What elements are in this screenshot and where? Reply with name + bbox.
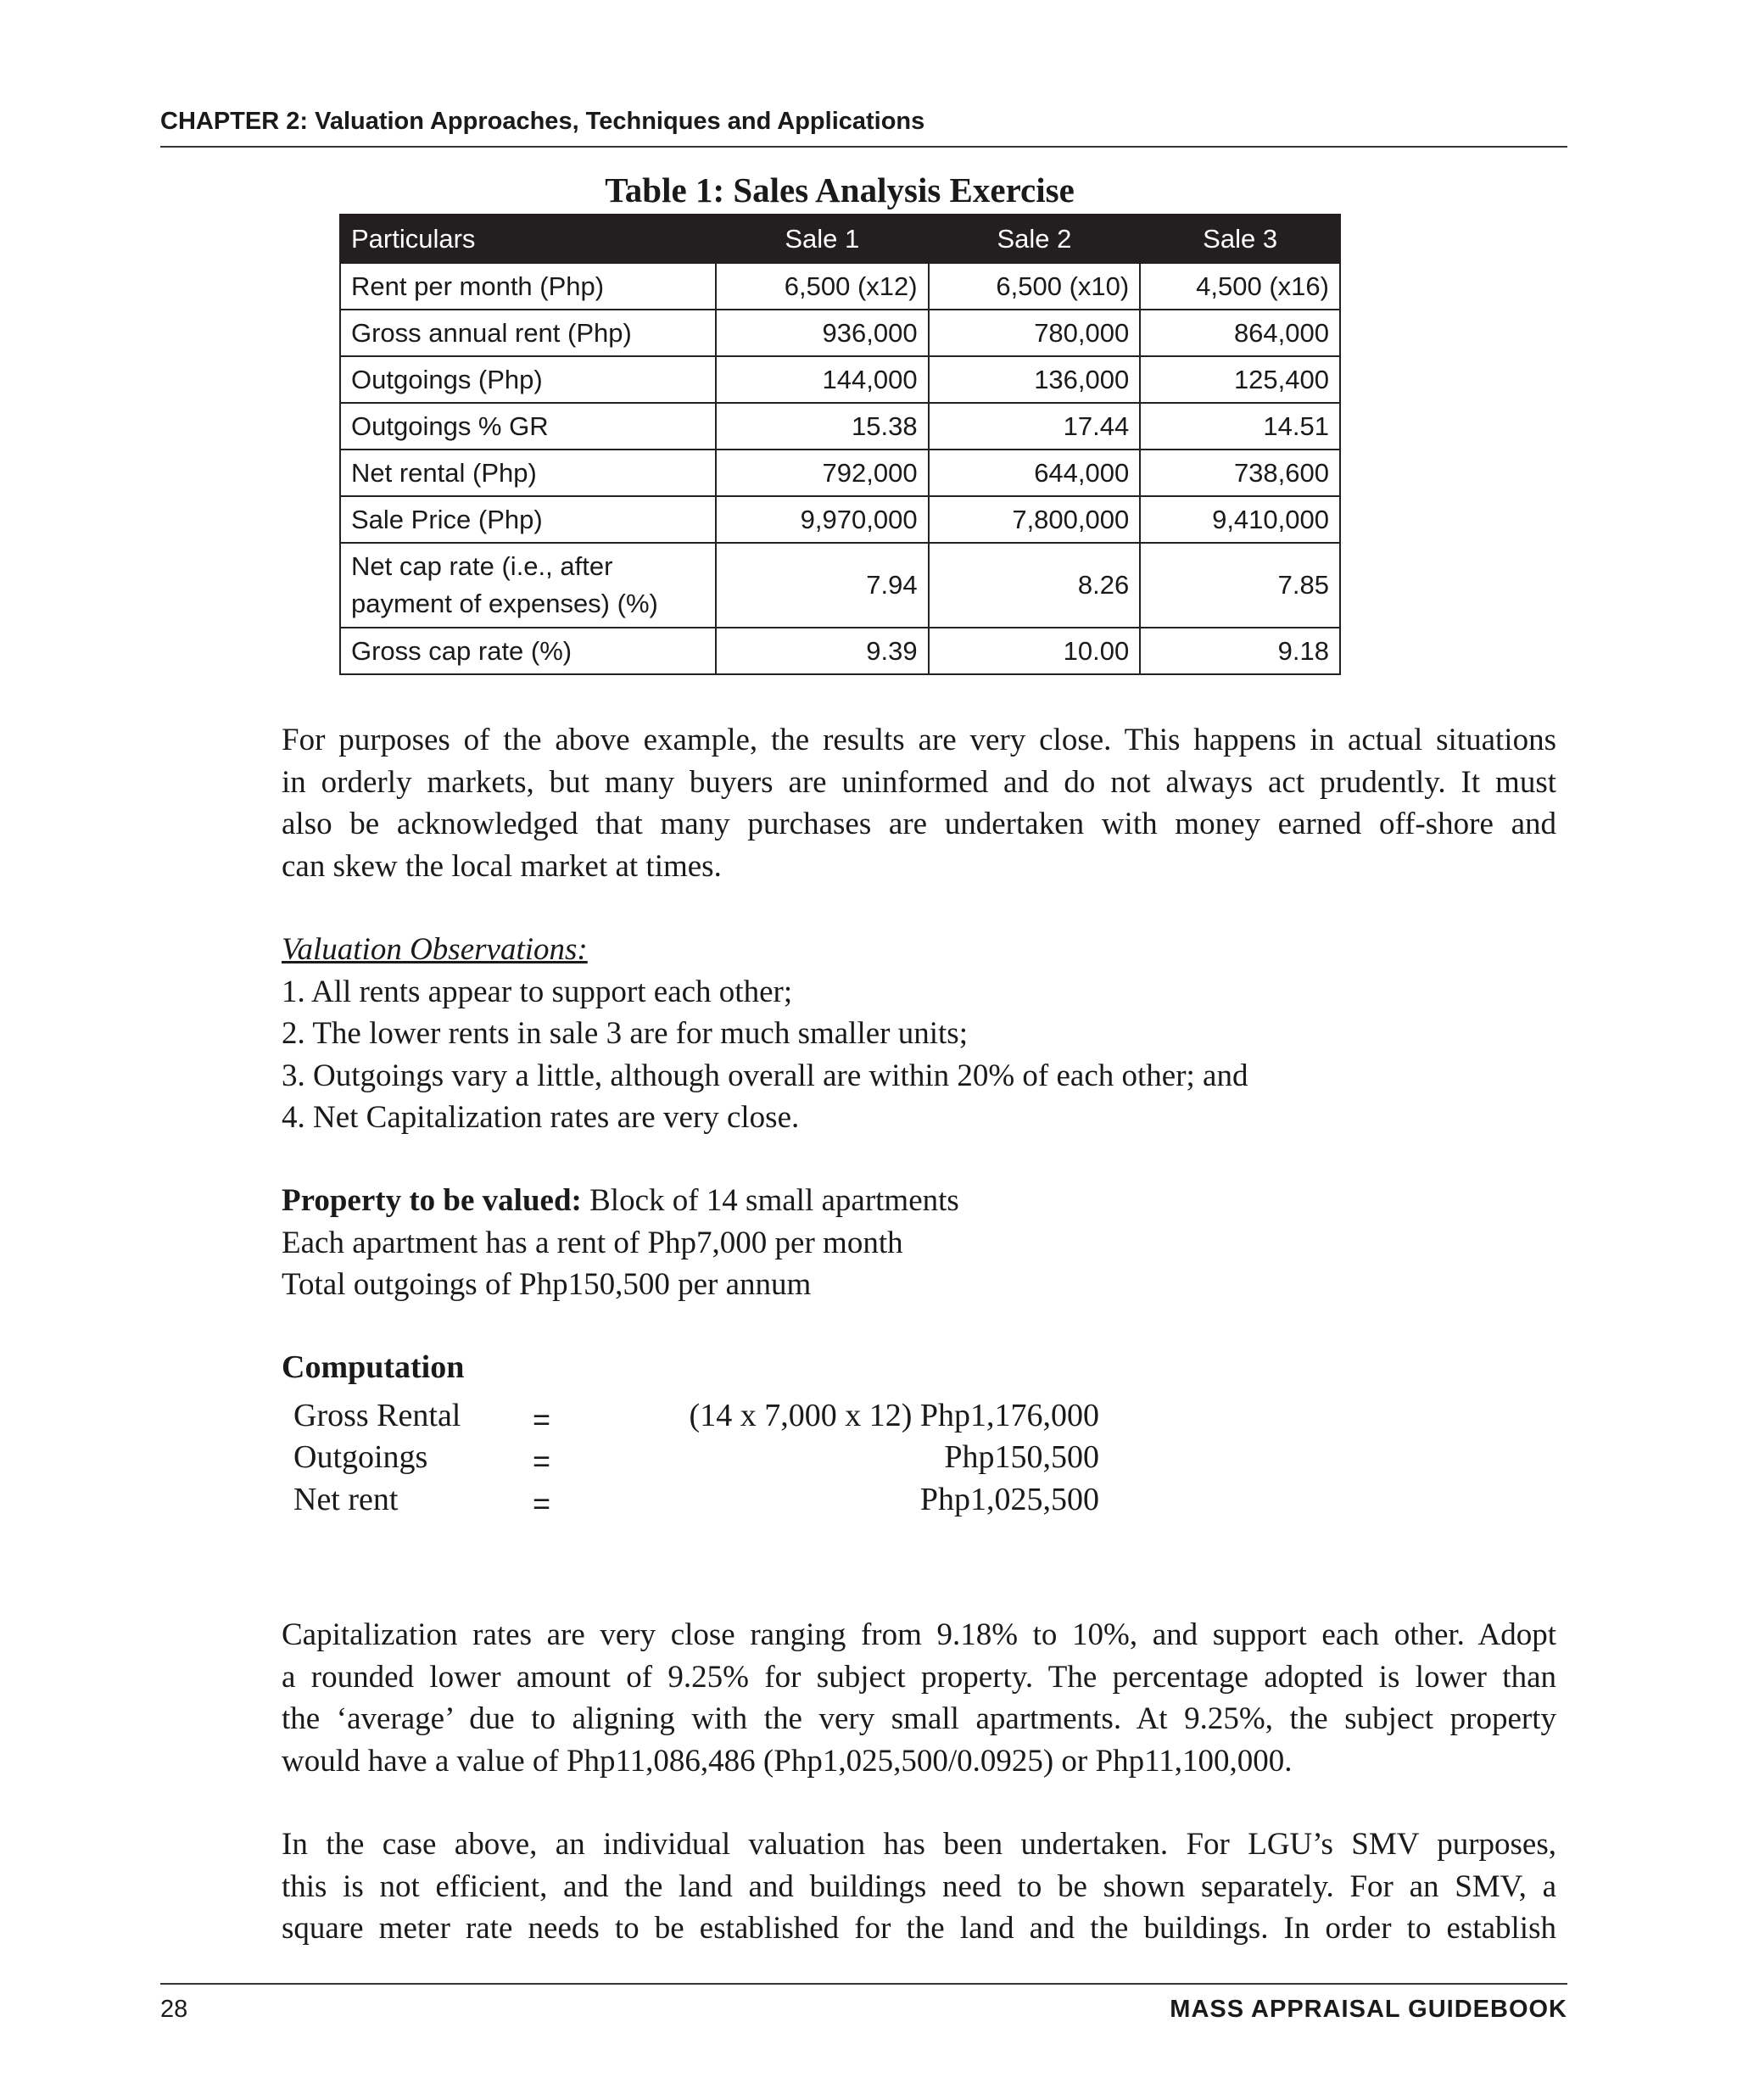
cell-value: 936,000	[716, 310, 929, 356]
cell-value: 9,410,000	[1140, 496, 1340, 543]
paragraph-lgu	[282, 1824, 1556, 1950]
cell-value: 4,500 (x16)	[1140, 263, 1340, 310]
book-title: MASS APPRAISAL GUIDEBOOK	[1170, 1996, 1567, 2023]
cell-value: 125,400	[1140, 356, 1340, 403]
cell-value: 7.94	[716, 543, 929, 628]
observation-item: 1. All rents appear to support each other;	[282, 974, 793, 1009]
equals-sign: =	[533, 1444, 551, 1478]
cell-value: 10.00	[929, 628, 1141, 674]
equals-sign: =	[533, 1402, 551, 1437]
text-line: a rounded lower amount of 9.25% for subject property. The percentage adopted is lower than	[282, 1659, 1556, 1695]
property-line: Each apartment has a rent of Php7,000 per month	[282, 1225, 903, 1260]
observation-item: 3. Outgoings vary a little, although overall are within 20% of each other; and	[282, 1058, 1248, 1093]
table-row	[340, 628, 1340, 674]
row-label-line: payment of expenses) (%)	[351, 589, 658, 618]
cell-value: 9.39	[716, 628, 929, 674]
text-line: In the case above, an individual valuation has been undertaken. For LGU’s SMV purposes,	[282, 1827, 1556, 1862]
column-header: Sale 2	[929, 215, 1141, 263]
footer-divider	[160, 1983, 1567, 1985]
observations-heading: Valuation Observations:	[282, 932, 588, 967]
chapter-header: CHAPTER 2: Valuation Approaches, Techniques and Applications	[160, 108, 925, 135]
text-line: For purposes of the above example, the results are very close. This happens in actual situations	[282, 723, 1556, 757]
equals-sign: =	[533, 1486, 551, 1521]
property-label: Property to be valued:	[282, 1183, 582, 1218]
cell-value: 8.26	[929, 543, 1141, 628]
table-row	[340, 310, 1340, 356]
property-line	[282, 1180, 1556, 1222]
cell-value: 17.44	[929, 403, 1141, 450]
row-label: Gross cap rate (%)	[340, 628, 716, 674]
observation-item: 2. The lower rents in sale 3 are for much smaller units;	[282, 1016, 968, 1051]
cell-value: 14.51	[1140, 403, 1340, 450]
row-label: Rent per month (Php)	[340, 263, 716, 310]
text-line: square meter rate needs to be established for the land and the buildings. In order to establish	[282, 1911, 1556, 1946]
table-row	[340, 356, 1340, 403]
text-line: would have a value of Php11,086,486 (Php1,025,500/0.0925) or Php11,100,000.	[282, 1743, 1293, 1779]
computation-label: Outgoings	[293, 1439, 428, 1475]
cell-value: 144,000	[716, 356, 929, 403]
property-line: Total outgoings of Php150,500 per annum	[282, 1267, 812, 1302]
row-label-line: Net cap rate (i.e., after	[351, 551, 613, 581]
text-line: can skew the local market at times.	[282, 848, 722, 884]
cell-value: 6,500 (x12)	[716, 263, 929, 310]
header-divider	[160, 146, 1567, 148]
cell-value: 738,600	[1140, 450, 1340, 496]
table-row	[340, 403, 1340, 450]
page-number: 28	[160, 1996, 188, 2023]
computation-heading: Computation	[282, 1349, 465, 1385]
cell-value: 792,000	[716, 450, 929, 496]
cell-value: 7,800,000	[929, 496, 1141, 543]
row-label: Net rental (Php)	[340, 450, 716, 496]
column-header: Sale 1	[716, 215, 929, 263]
table-row	[340, 263, 1340, 310]
valuation-observations	[282, 929, 1556, 1139]
table-title: Table 1: Sales Analysis Exercise	[605, 170, 1075, 209]
table-row	[340, 450, 1340, 496]
cell-value: 864,000	[1140, 310, 1340, 356]
sales-analysis-table	[339, 214, 1341, 675]
computation-label: Net rent	[293, 1482, 399, 1517]
row-label: Outgoings (Php)	[340, 356, 716, 403]
column-header: Particulars	[340, 215, 716, 263]
paragraph-capitalization	[282, 1614, 1556, 1782]
table-row	[340, 543, 1340, 628]
computation-value: Php1,025,500	[919, 1482, 1099, 1517]
cell-value: 15.38	[716, 403, 929, 450]
property-value: Block of 14 small apartments	[581, 1183, 959, 1218]
property-to-be-valued	[282, 1180, 1556, 1306]
row-label: Sale Price (Php)	[340, 496, 716, 543]
cell-value: 780,000	[929, 310, 1141, 356]
cell-value: 644,000	[929, 450, 1141, 496]
computation-value: Php150,500	[944, 1439, 1099, 1475]
text-line: the ‘average’ due to aligning with the very small apartments. At 9.25%, the subject property	[282, 1701, 1556, 1736]
computation-label: Gross Rental	[293, 1398, 461, 1433]
cell-value: 7.85	[1140, 543, 1340, 628]
cell-value: 9,970,000	[716, 496, 929, 543]
column-header: Sale 3	[1140, 215, 1340, 263]
text-line: also be acknowledged that many purchases are undertaken with money earned off-shore and	[282, 807, 1556, 841]
text-line: this is not efficient, and the land and buildings need to be shown separately. For an SMV, a	[282, 1868, 1556, 1904]
table-row	[340, 496, 1340, 543]
row-label: Outgoings % GR	[340, 403, 716, 450]
cell-value: 6,500 (x10)	[929, 263, 1141, 310]
cell-value: 9.18	[1140, 628, 1340, 674]
row-label	[340, 543, 716, 628]
paragraph-results	[282, 719, 1556, 887]
observation-item: 4. Net Capitalization rates are very close.	[282, 1100, 800, 1135]
text-line: in orderly markets, but many buyers are uninformed and do not always act prudently. It must	[282, 764, 1556, 800]
cell-value: 136,000	[929, 356, 1141, 403]
table-header-row	[340, 215, 1340, 263]
row-label: Gross annual rent (Php)	[340, 310, 716, 356]
computation-value: (14 x 7,000 x 12) Php1,176,000	[689, 1398, 1099, 1433]
text-line: Capitalization rates are very close ranging from 9.18% to 10%, and support each other. Adopt	[282, 1617, 1556, 1652]
